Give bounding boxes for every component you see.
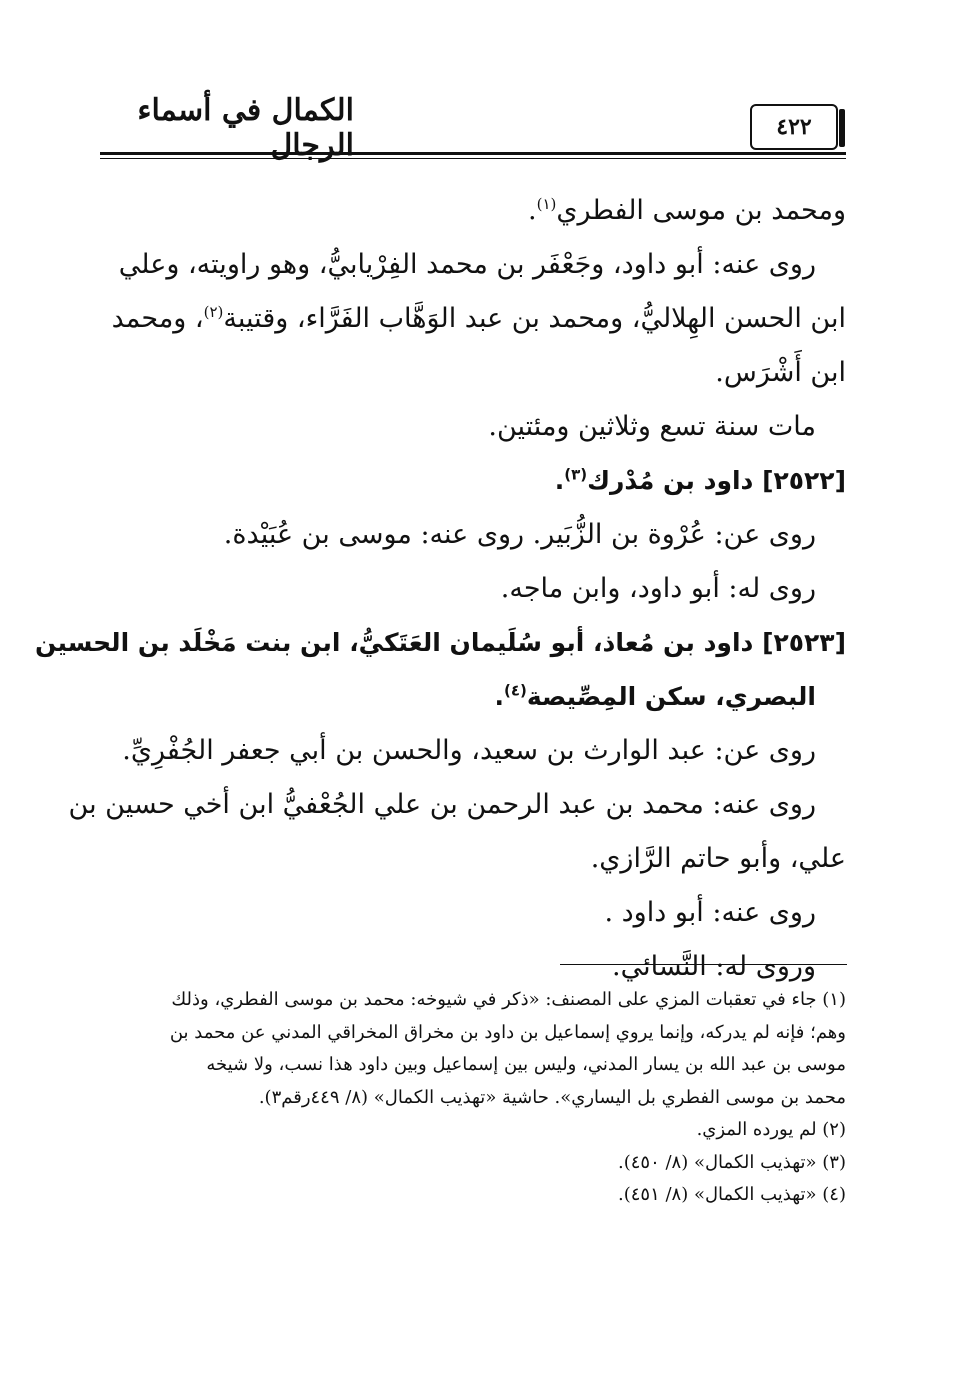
- line-text: [٢٥٢٣] داود بن مُعاذ، أبو سُلَيمان العَتَكيُّ، ابن بنت مَخْلَد بن الحسين: [35, 628, 846, 657]
- text-line: [106, 292, 846, 346]
- line-text: [٢٥٢٢] داود بن مُدْرك: [587, 466, 846, 495]
- text-line: [106, 562, 846, 616]
- page-number: ٤٢٢: [750, 104, 838, 150]
- main-text: [35, 184, 846, 994]
- text-line: [106, 346, 846, 400]
- footnote-marker: (٣): [564, 465, 588, 484]
- text-line: [106, 400, 846, 454]
- line-text: روى عنه: أبو داود .: [604, 897, 816, 928]
- line-text: روى عن: عُرْوة بن الزُّبَير. روى عنه: موسى بن عُبَيْدة.: [223, 519, 816, 550]
- line-text: روى عنه: أبو داود، وجَعْفَر بن محمد الفِرْيابيُّ، وهو راويته، وعلي: [118, 249, 816, 280]
- line-text: مات سنة تسع وثلاثين ومئتين.: [488, 411, 816, 442]
- line-text: وروى له: النَّسائي.: [611, 951, 816, 982]
- text-line: [106, 238, 846, 292]
- footnote-line: (٤) «تهذيب الكمال» (٨/ ٤٥١).: [617, 1184, 846, 1205]
- footnote-line: وهم؛ فإنه لم يدركه، وإنما يروي إسماعيل بن داود بن مخراق المخراقي المدني عن محمد بن: [169, 1021, 846, 1043]
- line-text: روى له: أبو داود، وابن ماجه.: [500, 573, 816, 604]
- line-text: ابن أَشْرَس.: [715, 357, 846, 388]
- text-line: [106, 724, 846, 778]
- line-text: ابن الحسن الهِلاليُّ، ومحمد بن عبد الوَهَّاب الفَرَّاء، وقتيبة: [223, 303, 846, 334]
- footnote-line: (٣) «تهذيب الكمال» (٨/ ٤٥٠).: [617, 1151, 846, 1173]
- footnote-rule: [560, 964, 847, 965]
- line-text-after: .: [494, 682, 504, 711]
- line-text: روى عنه: محمد بن عبد الرحمن بن علي الجُعْفيُّ ابن أخي حسين بن: [68, 789, 816, 820]
- footnote-marker: (٢): [203, 303, 224, 321]
- line-text-after: .: [554, 466, 565, 495]
- header-rule-thin: [100, 158, 846, 159]
- header-rule: [100, 152, 846, 155]
- footnote-marker: (٤): [503, 681, 527, 700]
- text-line: [106, 184, 846, 238]
- line-text-after: .: [527, 195, 537, 226]
- entry-heading-line: [35, 616, 846, 670]
- line-text: ومحمد بن موسى الفطري: [556, 195, 846, 226]
- line-text-after: ، ومحمد: [111, 303, 204, 334]
- footnote-line: محمد بن موسى الفطري بل اليساري». حاشية «تهذيب الكمال» (٨/ ٤٤٩رقم٣).: [258, 1086, 846, 1108]
- line-text: علي، وأبو حاتم الرَّازي.: [590, 843, 846, 874]
- book-title: الكمال في أسماء الرجال: [137, 93, 354, 163]
- footnote-line: موسى بن عبد الله بن يسار المدني، وليس بين إسماعيل وبين داود هذا نسب، ولا شيخه: [206, 1054, 846, 1075]
- text-line: [106, 886, 846, 940]
- footnote-line: (٢) لم يورده المزي.: [696, 1119, 846, 1140]
- text-line: [106, 508, 846, 562]
- text-line: [106, 832, 846, 886]
- entry-heading-line: [106, 670, 846, 724]
- text-line: [68, 778, 846, 832]
- footnotes: [106, 984, 846, 1212]
- footnote-line: (١) جاء في تعقبات المزي على المصنف: «ذكر في شيوخه: محمد بن موسى الفطري، وذلك: [171, 989, 846, 1010]
- entry-heading-line: [106, 454, 846, 508]
- line-text: روى عن: عبد الوارث بن سعيد، والحسن بن أبي جعفر الجُفْرِيِّ.: [122, 735, 816, 766]
- line-text: البصري، سكن المِصِّيصة: [526, 682, 816, 711]
- footnote-marker: (١): [536, 195, 557, 213]
